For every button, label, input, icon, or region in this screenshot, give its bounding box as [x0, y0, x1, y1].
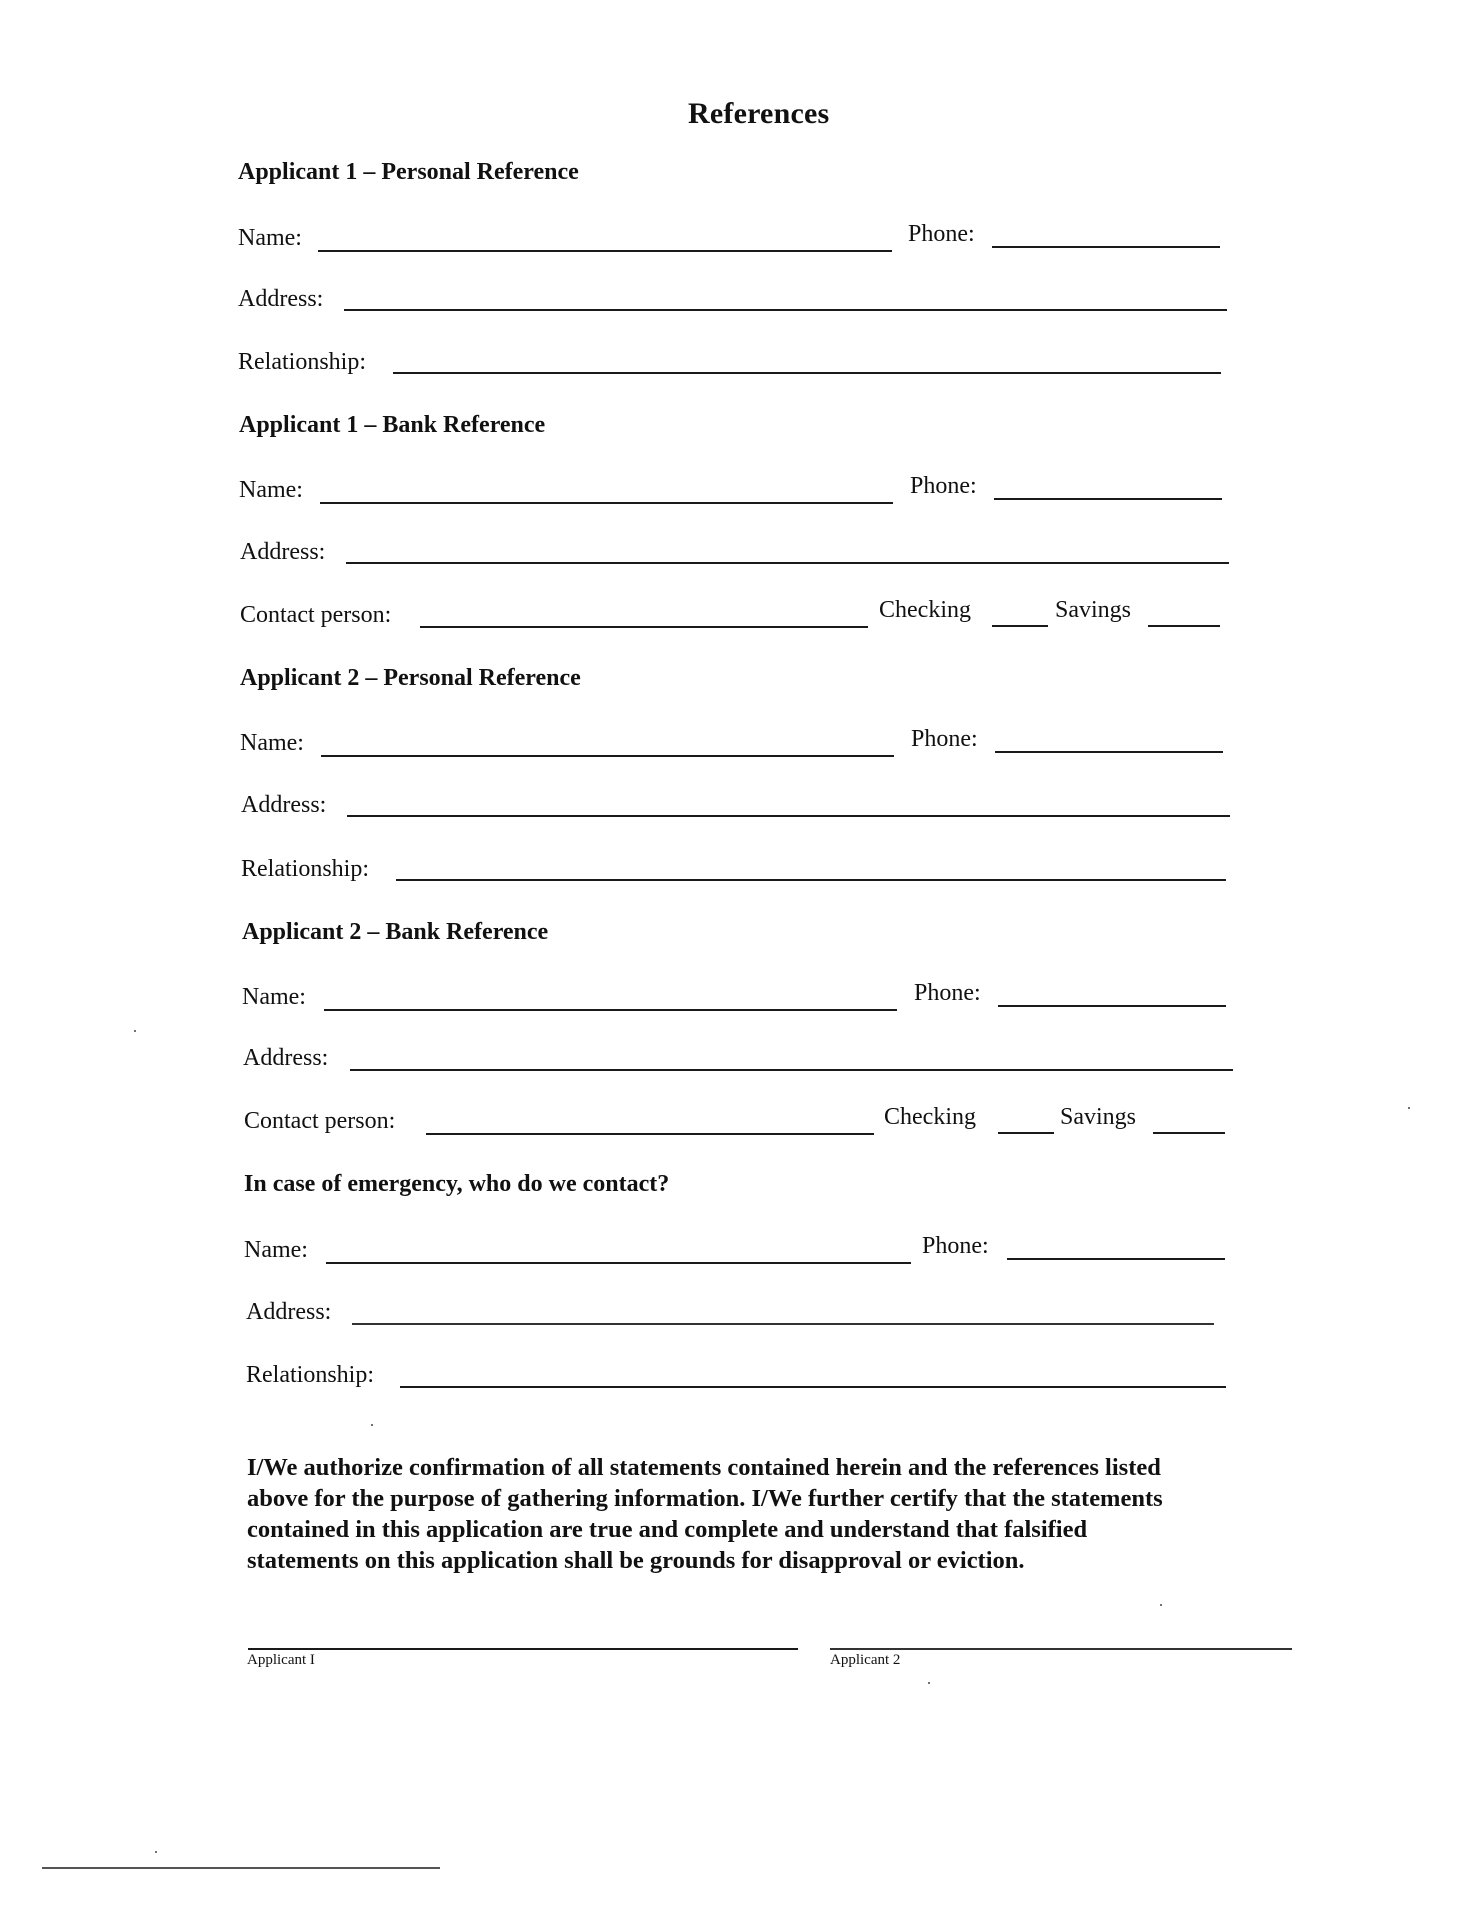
phone-label: Phone: — [911, 726, 978, 752]
a2p-phone-field[interactable] — [995, 751, 1223, 753]
name-label: Name: — [242, 984, 306, 1010]
scan-speck — [1160, 1604, 1162, 1606]
a1b-savings-field[interactable] — [1148, 625, 1220, 627]
authorization-line: I/We authorize confirmation of all statements contained herein and the references listed — [247, 1454, 1161, 1481]
scan-artifact-line — [42, 1867, 440, 1869]
a2b-checking-field[interactable] — [998, 1132, 1054, 1134]
emergency-address-field[interactable] — [352, 1323, 1214, 1325]
applicant1-signature-field[interactable] — [248, 1648, 798, 1650]
a1p-relationship-field[interactable] — [393, 372, 1221, 374]
a2b-contact-person-field[interactable] — [426, 1133, 874, 1135]
a2b-savings-field[interactable] — [1153, 1132, 1225, 1134]
applicant2-signature-field[interactable] — [830, 1648, 1292, 1650]
a2b-name-field[interactable] — [324, 1009, 897, 1011]
a2b-address-field[interactable] — [350, 1069, 1233, 1071]
section-heading-applicant1-personal: Applicant 1 – Personal Reference — [238, 159, 579, 185]
scan-speck — [134, 1030, 136, 1032]
contact-person-label: Contact person: — [244, 1108, 396, 1134]
section-heading-applicant2-personal: Applicant 2 – Personal Reference — [240, 665, 581, 691]
a1p-address-field[interactable] — [344, 309, 1227, 311]
address-label: Address: — [240, 539, 326, 565]
scan-speck — [928, 1682, 930, 1684]
a1p-name-field[interactable] — [318, 250, 892, 252]
address-label: Address: — [241, 792, 327, 818]
a2b-phone-field[interactable] — [998, 1005, 1226, 1007]
relationship-label: Relationship: — [241, 856, 369, 882]
a1b-name-field[interactable] — [320, 502, 893, 504]
relationship-label: Relationship: — [246, 1362, 374, 1388]
contact-person-label: Contact person: — [240, 602, 392, 628]
name-label: Name: — [240, 730, 304, 756]
name-label: Name: — [239, 477, 303, 503]
scan-speck — [155, 1851, 157, 1853]
checking-label: Checking — [879, 597, 971, 623]
a1b-phone-field[interactable] — [994, 498, 1222, 500]
a2p-name-field[interactable] — [321, 755, 894, 757]
name-label: Name: — [238, 225, 302, 251]
name-label: Name: — [244, 1237, 308, 1263]
section-heading-emergency: In case of emergency, who do we contact? — [244, 1171, 670, 1197]
section-heading-applicant1-bank: Applicant 1 – Bank Reference — [239, 412, 546, 438]
emergency-phone-field[interactable] — [1007, 1258, 1225, 1260]
a1b-contact-person-field[interactable] — [420, 626, 868, 628]
savings-label: Savings — [1055, 597, 1132, 623]
emergency-relationship-field[interactable] — [400, 1386, 1226, 1388]
phone-label: Phone: — [914, 980, 981, 1006]
a1p-phone-field[interactable] — [992, 246, 1220, 248]
a2p-address-field[interactable] — [347, 815, 1230, 817]
authorization-line: contained in this application are true and complete and understand that falsified — [247, 1516, 1088, 1543]
a1b-address-field[interactable] — [346, 562, 1229, 564]
a1b-checking-field[interactable] — [992, 625, 1048, 627]
scan-speck — [371, 1424, 373, 1426]
phone-label: Phone: — [922, 1233, 989, 1259]
checking-label: Checking — [884, 1104, 976, 1130]
address-label: Address: — [238, 286, 324, 312]
authorization-line: above for the purpose of gathering information. I/We further certify that the statements — [247, 1485, 1163, 1512]
authorization-statement — [247, 1452, 1327, 1576]
page-title: References — [688, 97, 830, 130]
authorization-line: statements on this application shall be grounds for disapproval or eviction. — [247, 1547, 1025, 1574]
applicant1-signature-label: Applicant I — [247, 1652, 315, 1668]
phone-label: Phone: — [910, 473, 977, 499]
phone-label: Phone: — [908, 221, 975, 247]
savings-label: Savings — [1060, 1104, 1137, 1130]
applicant2-signature-label: Applicant 2 — [830, 1652, 901, 1668]
address-label: Address: — [243, 1045, 329, 1071]
address-label: Address: — [246, 1299, 332, 1325]
scan-speck — [1408, 1107, 1410, 1109]
relationship-label: Relationship: — [238, 349, 366, 375]
emergency-name-field[interactable] — [326, 1262, 911, 1264]
section-heading-applicant2-bank: Applicant 2 – Bank Reference — [242, 919, 549, 945]
a2p-relationship-field[interactable] — [396, 879, 1226, 881]
